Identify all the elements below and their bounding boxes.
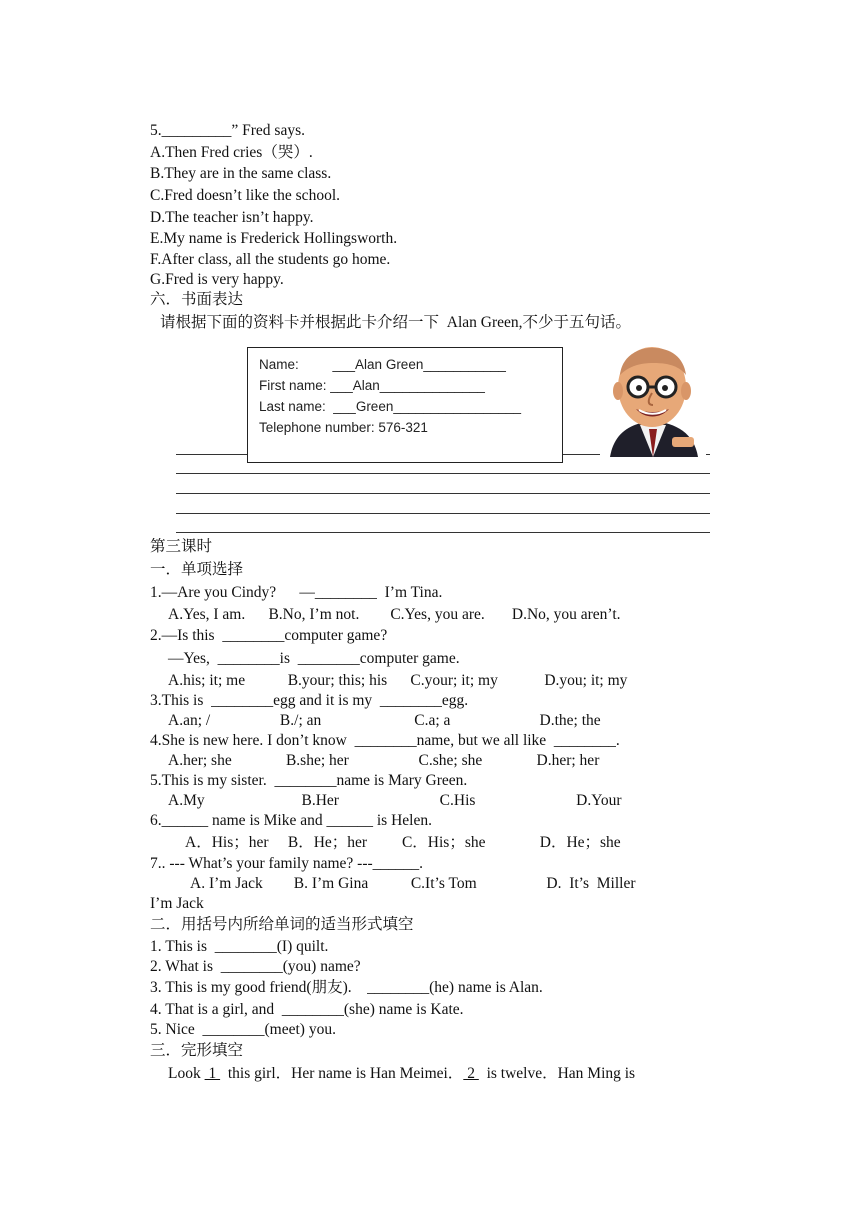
- section-3-heading: 三．完形填空: [150, 1042, 244, 1059]
- mc-q7-options-wrap: I’m Jack: [150, 895, 204, 912]
- mc-q7-options: A. I’m Jack B. I’m Gina C.It’s Tom D. It’s Miller: [190, 875, 636, 892]
- mc-q3: 3.This is ________egg and it is my ________egg.: [150, 692, 469, 709]
- answer-line-4: [176, 513, 710, 514]
- option-c: C.Fred doesn’t like the school.: [150, 187, 340, 204]
- answer-line-3: [176, 493, 710, 494]
- cloze-first-line: [168, 1065, 635, 1083]
- alan-green-portrait: [600, 345, 706, 457]
- card-telephone: Telephone number: 576-321: [259, 420, 428, 435]
- mc-q4-options: A.her; she B.she; her C.she; she D.her; her: [168, 752, 600, 769]
- section-1-heading: 一．单项选择: [150, 561, 244, 578]
- fill-q3: 3. This is my good friend(朋友). ________(he) name is Alan.: [150, 979, 543, 996]
- mc-q6-options: A．His；her B．He；her C．His；she D．He；she: [185, 834, 621, 851]
- mc-q6: 6.______ name is Mike and ______ is Helen.: [150, 812, 432, 829]
- mc-q1: 1.—Are you Cindy? —________ I’m Tina.: [150, 584, 443, 601]
- mc-q4: 4.She is new here. I don’t know ________name, but we all like ________.: [150, 732, 620, 749]
- fill-q4: 4. That is a girl, and ________(she) name is Kate.: [150, 1001, 464, 1018]
- option-f: F.After class, all the students go home.: [150, 251, 391, 268]
- mc-q5-options: A.My B.Her C.His D.Your: [168, 792, 622, 809]
- card-last-name: Last name: ___Green_________________: [259, 399, 521, 414]
- option-d: D.The teacher isn’t happy.: [150, 209, 314, 226]
- cloze-text-1: Look: [168, 1065, 205, 1082]
- info-card: [247, 347, 563, 463]
- mc-q2: 2.—Is this ________computer game?: [150, 627, 388, 644]
- option-b: B.They are in the same class.: [150, 165, 332, 182]
- lesson-title: 第三课时: [150, 538, 213, 555]
- mc-q2-reply: —Yes, ________is ________computer game.: [168, 650, 460, 667]
- option-e: E.My name is Frederick Hollingsworth.: [150, 230, 398, 247]
- cloze-text-2: this girl．Her name is Han Meimei．: [220, 1065, 464, 1082]
- mc-q1-options: A.Yes, I am. B.No, I’m not. C.Yes, you are. D.No, you aren’t.: [168, 606, 621, 623]
- fill-q2: 2. What is ________(you) name?: [150, 958, 361, 975]
- writing-heading: 六．书面表达: [150, 291, 244, 308]
- option-g: G.Fred is very happy.: [150, 271, 284, 288]
- fill-q1: 1. This is ________(I) quilt.: [150, 938, 329, 955]
- section-2-heading: 二．用括号内所给单词的适当形式填空: [150, 916, 414, 933]
- cloze-blank-1: 1: [204, 1065, 221, 1082]
- mc-q5: 5.This is my sister. ________name is Mary Green.: [150, 772, 468, 789]
- mc-q2-options: A.his; it; me B.your; this; his C.your; it; my D.you; it; my: [168, 672, 628, 689]
- question-5-stem: 5._________” Fred says.: [150, 122, 305, 139]
- mc-q7: 7.. --- What’s your family name? ---______.: [150, 855, 424, 872]
- writing-instruction: 请根据下面的资料卡并根据此卡介绍一下 Alan Green,不少于五句话。: [160, 314, 631, 331]
- cloze-text-3: is twelve．Han Ming is: [478, 1065, 636, 1082]
- fill-q5: 5. Nice ________(meet) you.: [150, 1021, 336, 1038]
- answer-line-2: [176, 473, 710, 474]
- answer-line-5: [176, 532, 710, 533]
- option-a: A.Then Fred cries（哭）.: [150, 144, 313, 161]
- card-name: Name: ___Alan Green___________: [259, 357, 506, 372]
- cloze-blank-2: 2: [463, 1065, 479, 1082]
- mc-q3-options: A.an; / B./; an C.a; a D.the; the: [168, 712, 601, 729]
- card-first-name: First name: ___Alan______________: [259, 378, 485, 393]
